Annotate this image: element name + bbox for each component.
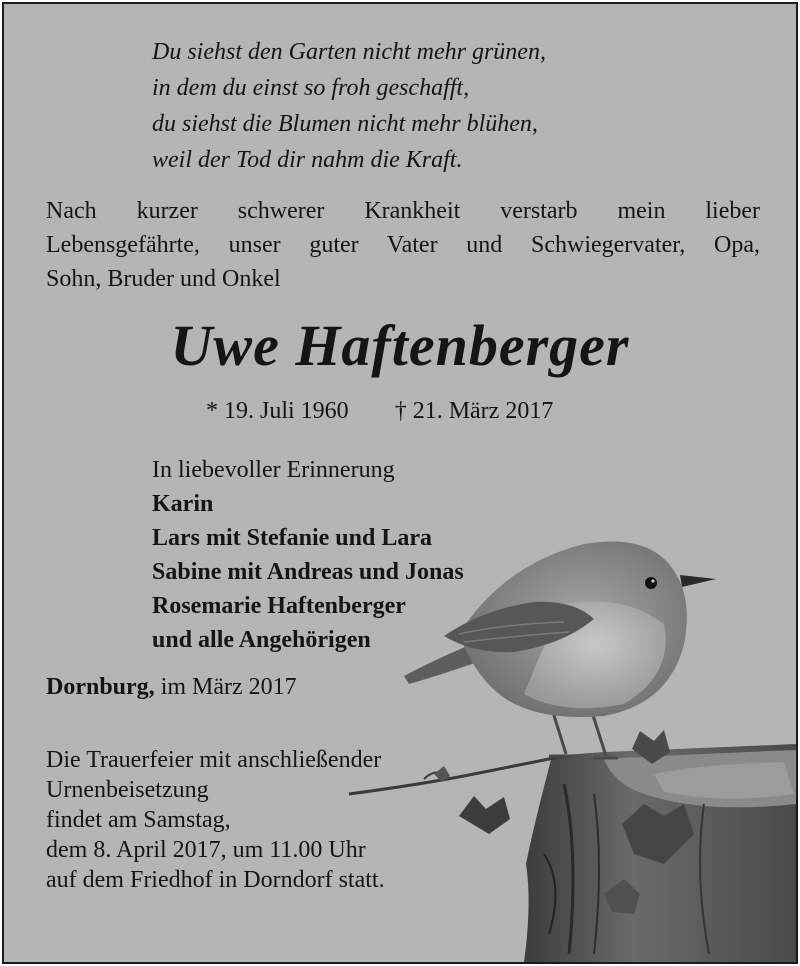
intro-line: Lebensgefährte, unser guter Vater und Schwiegervater, Opa, xyxy=(46,232,760,258)
ceremony-line: Die Trauerfeier mit anschließender xyxy=(46,747,382,773)
intro-text xyxy=(46,194,760,296)
mourner-name: Lars mit Stefanie und Lara xyxy=(152,525,433,551)
poem-line: du siehst die Blumen nicht mehr blühen, xyxy=(152,111,538,137)
place-date: im März 2017 xyxy=(160,674,297,700)
poem-line: weil der Tod dir nahm die Kraft. xyxy=(152,147,463,173)
bird-beak xyxy=(680,575,716,587)
life-dates xyxy=(206,398,553,425)
death-date: † 21. März 2017 xyxy=(394,398,554,424)
ceremony-line: findet am Samstag, xyxy=(46,807,231,833)
ceremony-line: Urnenbeisetzung xyxy=(46,777,209,803)
mourner-name: Rosemarie Haftenberger xyxy=(152,593,406,619)
obituary-notice xyxy=(2,2,798,964)
place-date-line xyxy=(46,674,297,701)
intro-line: Sohn, Bruder und Onkel xyxy=(46,266,281,292)
ceremony-line: dem 8. April 2017, um 11.00 Uhr xyxy=(46,837,366,863)
bird-eye xyxy=(645,577,657,589)
mourner-name: und alle Angehörigen xyxy=(152,627,371,653)
place-town: Dornburg, xyxy=(46,674,155,700)
mourner-name: Sabine mit Andreas und Jonas xyxy=(152,559,464,585)
poem-line: Du siehst den Garten nicht mehr grünen, xyxy=(152,39,546,65)
ceremony-info xyxy=(46,745,385,895)
birth-date: * 19. Juli 1960 xyxy=(206,398,349,424)
poem-verse xyxy=(152,34,546,178)
mourners-list xyxy=(152,453,464,657)
ceremony-line: auf dem Friedhof in Dorndorf statt. xyxy=(46,867,385,893)
deceased-name: Uwe Haftenberger xyxy=(170,313,630,378)
mourner-name: Karin xyxy=(152,491,214,517)
poem-line: in dem du einst so froh geschafft, xyxy=(152,75,470,101)
intro-line: Nach kurzer schwerer Krankheit verstarb mein lieber xyxy=(46,198,760,224)
mourners-heading: In liebevoller Erinnerung xyxy=(152,457,395,483)
